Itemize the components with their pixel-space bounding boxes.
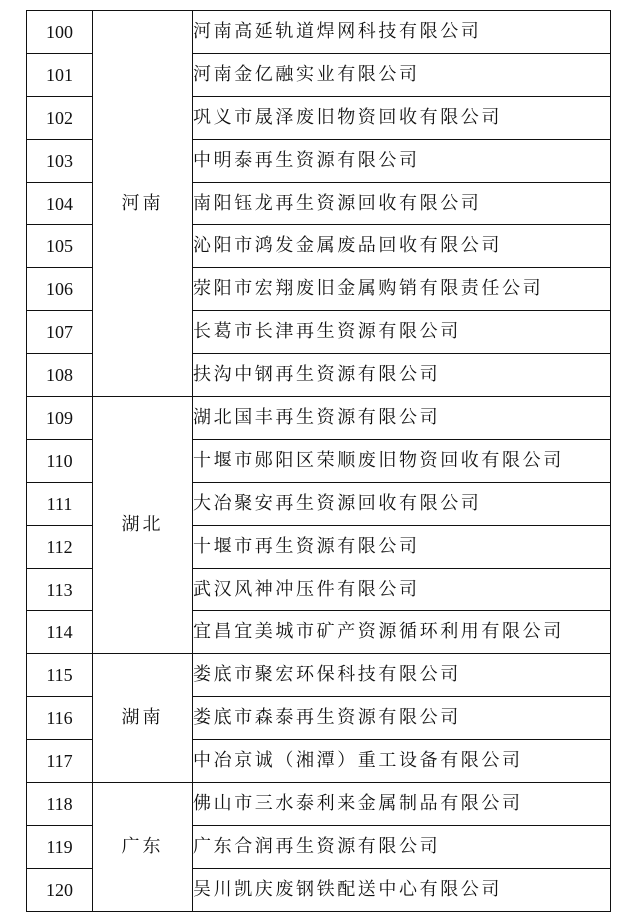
company-name: 中冶京诚（湘潭）重工设备有限公司 bbox=[193, 740, 611, 783]
row-number: 113 bbox=[27, 568, 93, 611]
province-cell: 湖北 bbox=[93, 397, 193, 654]
row-number: 102 bbox=[27, 96, 93, 139]
row-number: 109 bbox=[27, 397, 93, 440]
row-number: 100 bbox=[27, 11, 93, 54]
province-cell: 广东 bbox=[93, 783, 193, 912]
company-name: 河南高延轨道焊网科技有限公司 bbox=[193, 11, 611, 54]
company-name: 广东合润再生资源有限公司 bbox=[193, 825, 611, 868]
table-row bbox=[27, 11, 611, 54]
table-row bbox=[27, 397, 611, 440]
row-number: 105 bbox=[27, 225, 93, 268]
table-row bbox=[27, 783, 611, 826]
company-name: 娄底市聚宏环保科技有限公司 bbox=[193, 654, 611, 697]
row-number: 101 bbox=[27, 53, 93, 96]
row-number: 114 bbox=[27, 611, 93, 654]
company-name: 沁阳市鸿发金属废品回收有限公司 bbox=[193, 225, 611, 268]
company-name: 扶沟中钢再生资源有限公司 bbox=[193, 354, 611, 397]
company-name: 吴川凯庆废钢铁配送中心有限公司 bbox=[193, 868, 611, 911]
company-name: 娄底市森泰再生资源有限公司 bbox=[193, 697, 611, 740]
company-list-table bbox=[26, 10, 611, 912]
row-number: 107 bbox=[27, 311, 93, 354]
row-number: 103 bbox=[27, 139, 93, 182]
company-name: 长葛市长津再生资源有限公司 bbox=[193, 311, 611, 354]
row-number: 118 bbox=[27, 783, 93, 826]
company-name: 南阳钰龙再生资源回收有限公司 bbox=[193, 182, 611, 225]
province-cell: 湖南 bbox=[93, 654, 193, 783]
company-name: 宜昌宜美城市矿产资源循环利用有限公司 bbox=[193, 611, 611, 654]
row-number: 110 bbox=[27, 439, 93, 482]
row-number: 112 bbox=[27, 525, 93, 568]
province-cell: 河南 bbox=[93, 11, 193, 397]
row-number: 115 bbox=[27, 654, 93, 697]
row-number: 108 bbox=[27, 354, 93, 397]
table-row bbox=[27, 654, 611, 697]
company-name: 十堰市再生资源有限公司 bbox=[193, 525, 611, 568]
company-name: 大冶聚安再生资源回收有限公司 bbox=[193, 482, 611, 525]
row-number: 120 bbox=[27, 868, 93, 911]
company-name: 湖北国丰再生资源有限公司 bbox=[193, 397, 611, 440]
company-name: 十堰市郧阳区荣顺废旧物资回收有限公司 bbox=[193, 439, 611, 482]
company-name: 中明泰再生资源有限公司 bbox=[193, 139, 611, 182]
table-body bbox=[27, 11, 611, 912]
row-number: 106 bbox=[27, 268, 93, 311]
row-number: 111 bbox=[27, 482, 93, 525]
row-number: 117 bbox=[27, 740, 93, 783]
company-name: 佛山市三水泰利来金属制品有限公司 bbox=[193, 783, 611, 826]
row-number: 116 bbox=[27, 697, 93, 740]
company-name: 武汉风神冲压件有限公司 bbox=[193, 568, 611, 611]
company-name: 荥阳市宏翔废旧金属购销有限责任公司 bbox=[193, 268, 611, 311]
company-name: 巩义市晟泽废旧物资回收有限公司 bbox=[193, 96, 611, 139]
row-number: 119 bbox=[27, 825, 93, 868]
company-name: 河南金亿融实业有限公司 bbox=[193, 53, 611, 96]
row-number: 104 bbox=[27, 182, 93, 225]
